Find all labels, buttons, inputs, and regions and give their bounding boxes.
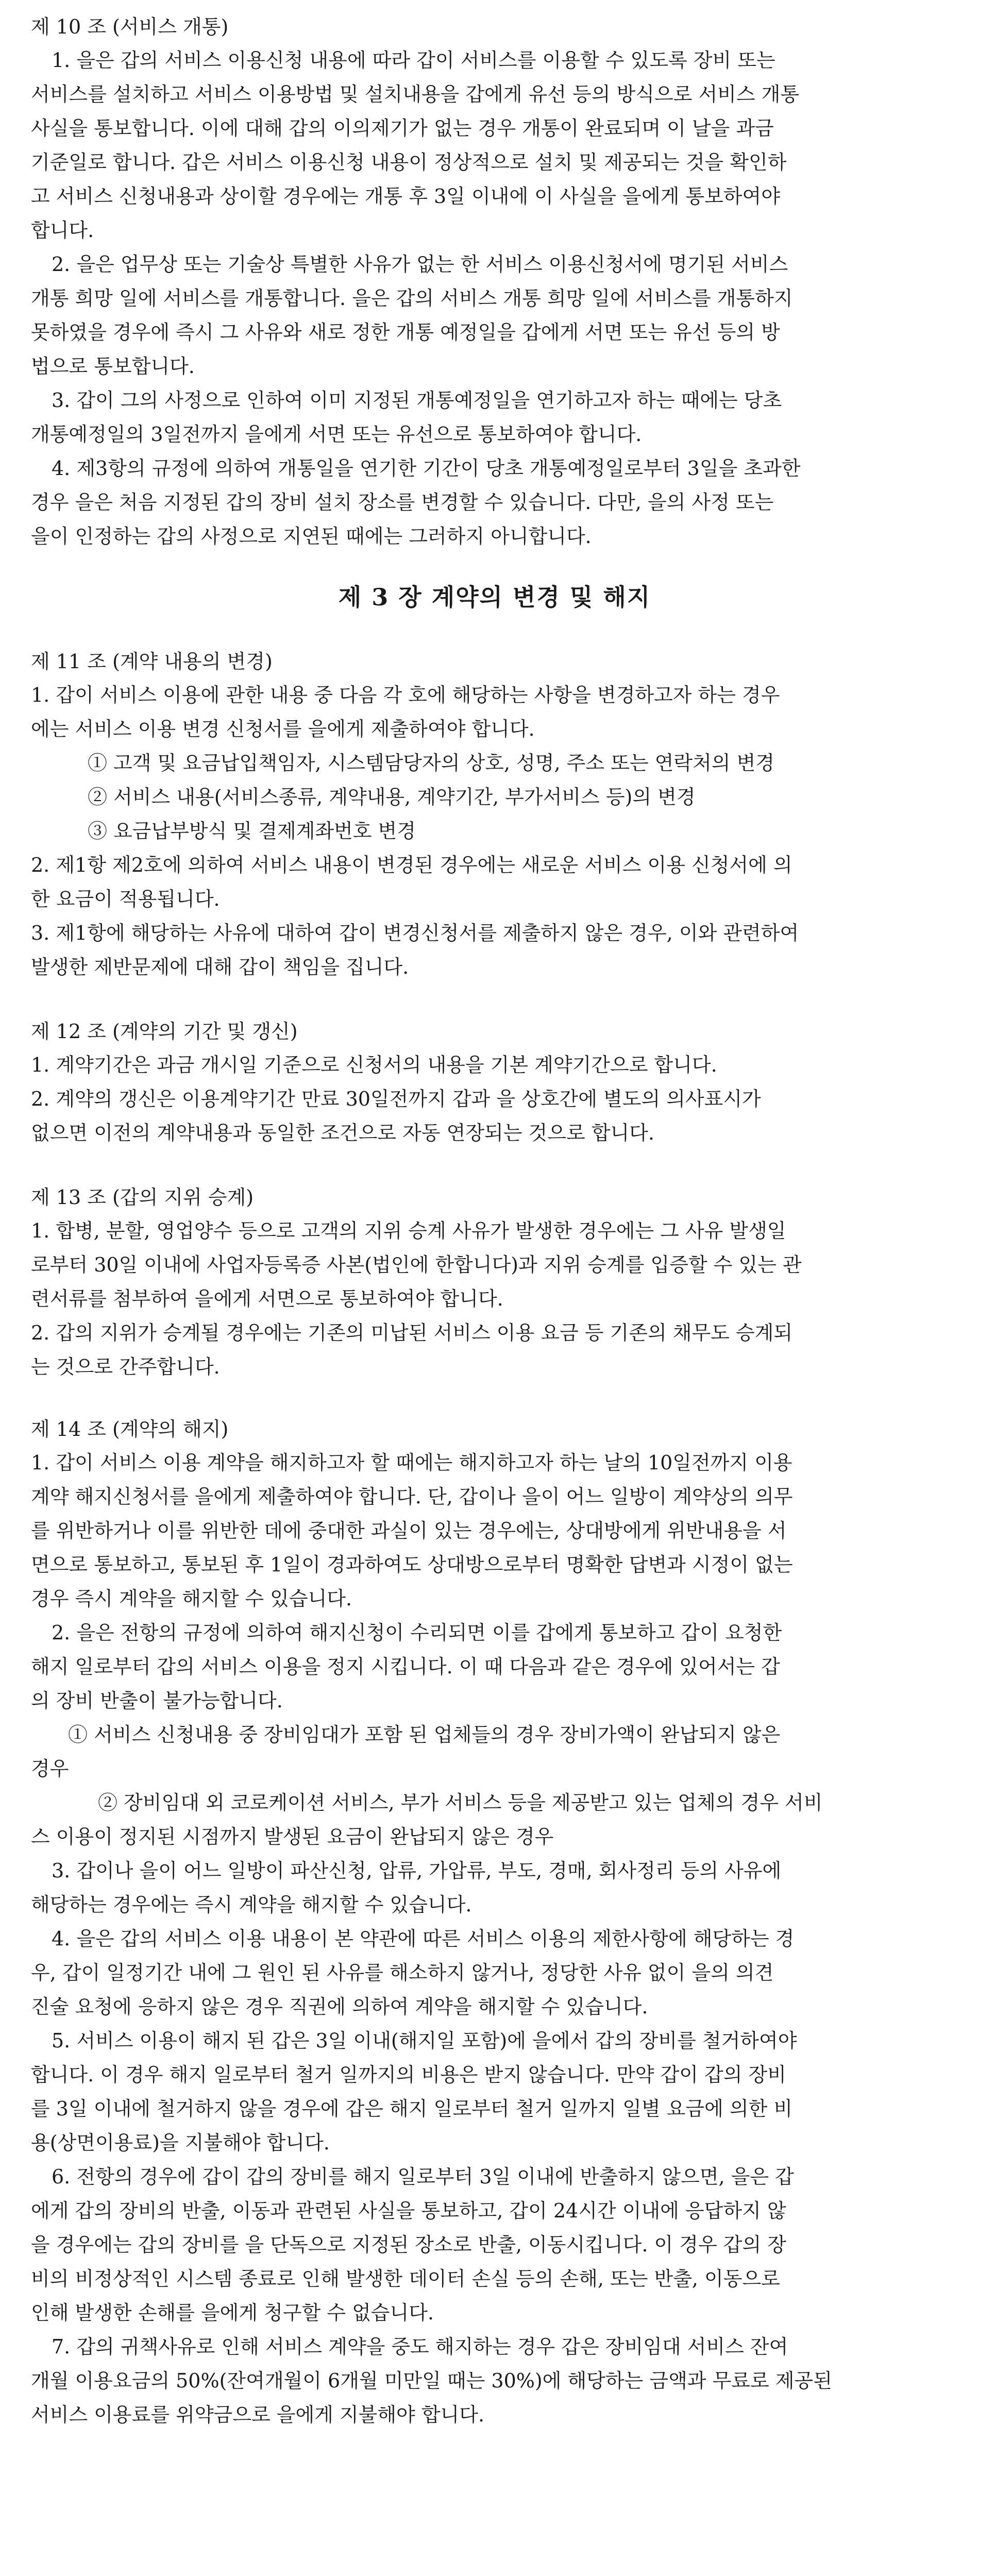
article-13-line: 련서류를 첨부하여 을에게 서면으로 통보하여야 합니다. xyxy=(31,1287,503,1310)
article-12-title: 제 12 조 (계약의 기간 및 갱신) xyxy=(31,1020,298,1043)
article-10-line: 2. 을은 업무상 또는 기술상 특별한 사유가 없는 한 서비스 이용신청서에 명기된 서비스 xyxy=(52,253,788,276)
article-10-line: 1. 을은 갑의 서비스 이용신청 내용에 따라 갑이 서비스를 이용할 수 있도록 장비 또는 xyxy=(52,49,775,72)
article-11-title: 제 11 조 (계약 내용의 변경) xyxy=(31,650,273,673)
article-14-line: 를 3일 이내에 철거하지 않을 경우에 갑은 해지 일로부터 철거 일까지 일별 요금에 의한 비 xyxy=(31,2097,793,2120)
article-14 xyxy=(31,1413,974,2432)
article-14-line: 을 경우에는 갑의 장비를 을 단독으로 지정된 장소로 반출, 이동시킵니다. 이 경우 갑의 장 xyxy=(31,2233,786,2256)
article-14-line: 2. 을은 전항의 규정에 의하여 해지신청이 수리되면 이를 갑에게 통보하고 갑이 요청한 xyxy=(52,1621,782,1644)
article-14-line: 경우 xyxy=(31,1757,69,1780)
article-14-line: 7. 갑의 귀책사유로 인해 서비스 계약을 중도 해지하는 경우 갑은 장비임대 서비스 잔여 xyxy=(52,2335,788,2358)
article-10-line: 서비스를 설치하고 서비스 이용방법 및 설치내용을 갑에게 유선 등의 방식으로 서비스 개통 xyxy=(31,83,800,106)
article-14-line: 서비스 이용료를 위약금으로 을에게 지불해야 합니다. xyxy=(31,2403,485,2426)
article-12 xyxy=(31,1015,974,1150)
document-page xyxy=(31,10,974,2432)
article-11-line: 2. 제1항 제2호에 의하여 서비스 내용이 변경된 경우에는 새로운 서비스 이용 신청서에 의 xyxy=(31,854,792,876)
article-11-line: 3. 제1항에 해당하는 사유에 대하여 갑이 변경신청서를 제출하지 않은 경우, 이와 관련하여 xyxy=(31,922,799,944)
article-11-line: 발생한 제반문제에 대해 갑이 책임을 집니다. xyxy=(31,956,409,978)
article-10-line: 합니다. xyxy=(31,219,94,242)
article-10-line: 개통예정일의 3일전까지 을에게 서면 또는 유선으로 통보하여야 합니다. xyxy=(31,423,642,446)
chapter-3-heading: 제 3 장 계약의 변경 및 해지 xyxy=(338,583,651,611)
article-10-line: 4. 제3항의 규정에 의하여 개통일을 연기한 기간이 당초 개통예정일로부터 3일을 초과한 xyxy=(52,457,801,480)
article-11-item: ③ 요금납부방식 및 결제계좌번호 변경 xyxy=(88,820,416,842)
article-13-line: 로부터 30일 이내에 사업자등록증 사본(법인에 한합니다)과 지위 승계를 입증할 수 있는 관 xyxy=(31,1253,802,1276)
article-14-circled-item: ① 서비스 신청내용 중 장비임대가 포함 된 업체들의 경우 장비가액이 완납되지 않은 xyxy=(68,1723,781,1746)
article-14-line: 의 장비 반출이 불가능합니다. xyxy=(31,1689,283,1712)
article-10 xyxy=(31,10,974,553)
article-13-line: 는 것으로 간주합니다. xyxy=(31,1355,220,1378)
article-12-line: 1. 계약기간은 과금 개시일 기준으로 신청서의 내용을 기본 계약기간으로 합니다. xyxy=(31,1054,717,1076)
article-10-line: 경우 을은 처음 지정된 갑의 장비 설치 장소를 변경할 수 있습니다. 다만, 을의 사정 또는 xyxy=(31,491,774,514)
article-14-line: 에게 갑의 장비의 반출, 이동과 관련된 사실을 통보하고, 갑이 24시간 이내에 응답하지 않 xyxy=(31,2199,786,2222)
article-10-line: 개통 희망 일에 서비스를 개통합니다. 을은 갑의 서비스 개통 희망 일에 서비스를 개통하지 xyxy=(31,287,793,310)
article-11-item: ② 서비스 내용(서비스종류, 계약내용, 계약기간, 부가서비스 등)의 변경 xyxy=(88,786,696,808)
article-10-line: 3. 갑이 그의 사정으로 인하여 이미 지정된 개통예정일을 연기하고자 하는 때에는 당초 xyxy=(52,389,782,412)
article-14-line: 1. 갑이 서비스 이용 계약을 해지하고자 할 때에는 해지하고자 하는 날의 10일전까지 이용 xyxy=(31,1451,792,1474)
article-14-line: 스 이용이 정지된 시점까지 발생된 요금이 완납되지 않은 경우 xyxy=(31,1825,554,1848)
article-14-line: 면으로 통보하고, 통보된 후 1일이 경과하여도 상대방으로부터 명확한 답변과 시정이 없는 xyxy=(31,1553,793,1576)
article-11 xyxy=(31,645,974,984)
article-11-line: 1. 갑이 서비스 이용에 관한 내용 중 다음 각 호에 해당하는 사항을 변경하고자 하는 경우 xyxy=(31,684,780,706)
article-10-title: 제 10 조 (서비스 개통) xyxy=(31,15,229,38)
article-14-line: 3. 갑이나 을이 어느 일방이 파산신청, 압류, 가압류, 부도, 경매, 회사정리 등의 사유에 xyxy=(52,1859,782,1882)
article-14-line: 6. 전항의 경우에 갑이 갑의 장비를 해지 일로부터 3일 이내에 반출하지 않으면, 을은 갑 xyxy=(52,2165,794,2188)
article-14-line: 합니다. 이 경우 해지 일로부터 철거 일까지의 비용은 받지 않습니다. 만약 갑이 갑의 장비 xyxy=(31,2063,786,2086)
article-10-line: 고 서비스 신청내용과 상이할 경우에는 개통 후 3일 이내에 이 사실을 을에게 통보하여야 xyxy=(31,185,780,208)
article-13-line: 2. 갑의 지위가 승계될 경우에는 기존의 미납된 서비스 이용 요금 등 기존의 채무도 승계되 xyxy=(31,1321,793,1344)
article-14-title: 제 14 조 (계약의 해지) xyxy=(31,1418,229,1440)
article-13-line: 1. 합병, 분할, 영업양수 등으로 고객의 지위 승계 사유가 발생한 경우에는 그 사유 발생일 xyxy=(31,1219,786,1242)
article-14-line: 인해 발생한 손해를 을에게 청구할 수 없습니다. xyxy=(31,2301,434,2324)
article-14-line: 를 위반하거나 이를 위반한 데에 중대한 과실이 있는 경우에는, 상대방에게 위반내용을 서 xyxy=(31,1519,787,1542)
article-13 xyxy=(31,1181,974,1384)
article-13-title: 제 13 조 (갑의 지위 승계) xyxy=(31,1186,254,1209)
article-12-line: 없으면 이전의 계약내용과 동일한 조건으로 자동 연장되는 것으로 합니다. xyxy=(31,1122,654,1144)
article-14-line: 우, 갑이 일정기간 내에 그 원인 된 사유를 해소하지 않거나, 정당한 사유 없이 을의 의견 xyxy=(31,1961,774,1984)
article-14-line: 진술 요청에 응하지 않은 경우 직권에 의하여 계약을 해지할 수 있습니다. xyxy=(31,1995,648,2018)
article-14-line: 계약 해지신청서를 을에게 제출하여야 합니다. 단, 갑이나 을이 어느 일방이 계약상의 의무 xyxy=(31,1485,793,1508)
article-11-item: ① 고객 및 요금납입책임자, 시스템담당자의 상호, 성명, 주소 또는 연락처의 변경 xyxy=(88,752,774,774)
article-11-line: 에는 서비스 이용 변경 신청서를 을에게 제출하여야 합니다. xyxy=(31,718,535,740)
article-14-line: 경우 즉시 계약을 해지할 수 있습니다. xyxy=(31,1587,352,1610)
article-14-line: 개월 이용요금의 50%(잔여개월이 6개월 미만일 때는 30%)에 해당하는 금액과 무료로 제공된 xyxy=(31,2369,832,2392)
article-10-line: 을이 인정하는 갑의 사정으로 지연된 때에는 그러하지 아니합니다. xyxy=(31,525,592,548)
article-14-line: 해지 일로부터 갑의 서비스 이용을 정지 시킵니다. 이 때 다음과 같은 경우에 있어서는 갑 xyxy=(31,1655,780,1678)
article-14-line: 비의 비정상적인 시스템 종료로 인해 발생한 데이터 손실 등의 손해, 또는 반출, 이동으로 xyxy=(31,2267,780,2290)
article-14-line: 4. 을은 갑의 서비스 이용 내용이 본 약관에 따른 서비스 이용의 제한사항에 해당하는 경 xyxy=(52,1927,795,1950)
article-10-line: 못하였을 경우에 즉시 그 사유와 새로 정한 개통 예정일을 갑에게 서면 또는 유선 등의 방 xyxy=(31,321,780,344)
article-12-line: 2. 계약의 갱신은 이용계약기간 만료 30일전까지 갑과 을 상호간에 별도의 의사표시가 xyxy=(31,1088,761,1110)
article-11-line: 한 요금이 적용됩니다. xyxy=(31,888,220,910)
article-14-line: 해당하는 경우에는 즉시 계약을 해지할 수 있습니다. xyxy=(31,1893,472,1916)
article-14-circled-item: ② 장비임대 외 코로케이션 서비스, 부가 서비스 등을 제공받고 있는 업체의 경우 서비 xyxy=(98,1791,823,1814)
article-14-line: 용(상면이용료)을 지불해야 합니다. xyxy=(31,2131,330,2154)
article-14-line: 5. 서비스 이용이 해지 된 갑은 3일 이내(해지일 포함)에 을에서 갑의 장비를 철거하여야 xyxy=(52,2029,797,2052)
article-10-line: 법으로 통보합니다. xyxy=(31,355,195,378)
article-10-line: 기준일로 합니다. 갑은 서비스 이용신청 내용이 정상적으로 설치 및 제공되는 것을 확인하 xyxy=(31,151,787,174)
article-10-line: 사실을 통보합니다. 이에 대해 갑의 이의제기가 없는 경우 개통이 완료되며 이 날을 과금 xyxy=(31,117,774,140)
